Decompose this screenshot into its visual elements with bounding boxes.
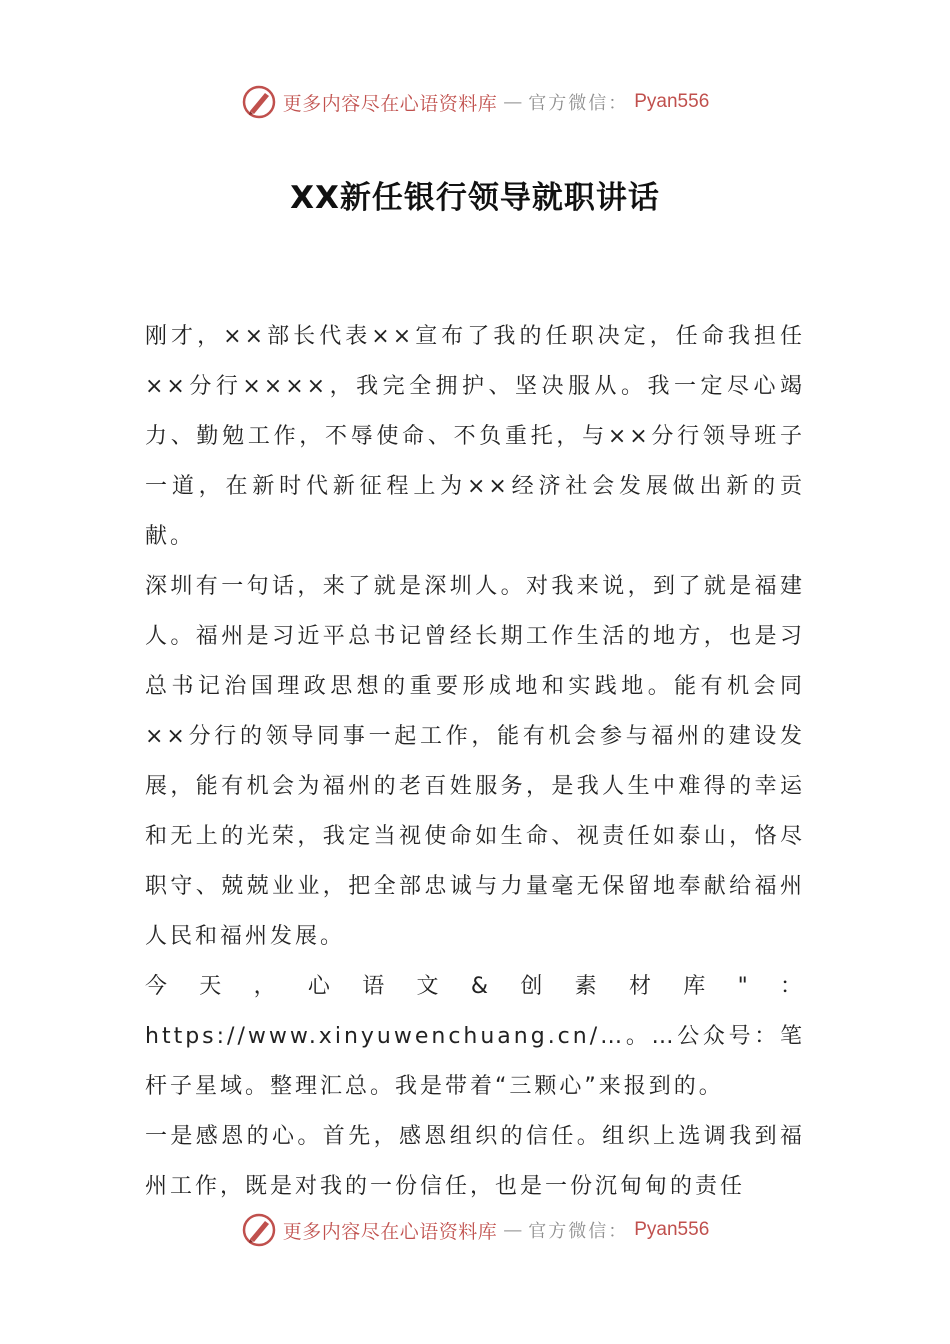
pen-circle-logo-icon — [241, 84, 277, 120]
banner-main-text: 更多内容尽在心语资料库 — [282, 92, 498, 115]
pen-circle-logo-icon — [241, 1212, 277, 1248]
banner-wechat-id: Pyan556 — [634, 1219, 710, 1240]
footer-banner — [0, 1210, 950, 1250]
banner-wechat-label: 官方微信： — [528, 93, 629, 114]
document-title: XX新任银行领导就职讲话 — [290, 180, 660, 216]
banner-wechat-id: Pyan556 — [634, 91, 710, 112]
banner-separator: — — [503, 91, 523, 113]
paragraph: 今天，心语文&创素材库"：https://www.xinyuwenchuang.cn/…。…公众号：笔杆子星域。整理汇总。我是带着“三颗心”来报到的。 — [145, 974, 805, 1099]
document-body — [145, 312, 805, 1212]
banner-separator: — — [503, 1219, 523, 1241]
banner-wechat-label: 官方微信： — [528, 1221, 629, 1242]
paragraph: 刚才，××部长代表××宣布了我的任职决定，任命我担任××分行××××，我完全拥护、坚决服从。我一定尽心竭力、勤勉工作，不辱使命、不负重托，与××分行领导班子一道，在新时代新征程上为××经济社会发展做出新的贡献。 — [145, 324, 805, 549]
header-banner — [0, 82, 950, 122]
paragraph: 深圳有一句话，来了就是深圳人。对我来说，到了就是福建人。福州是习近平总书记曾经长期工作生活的地方，也是习总书记治国理政思想的重要形成地和实践地。能有机会同××分行的领导同事一起工作，能有机会参与福州的建设发展，能有机会为福州的老百姓服务，是我人生中难得的幸运和无上的光荣，我定当视使命如生命、视责任如泰山，恪尽职守、兢兢业业，把全部忠诚与力量毫无保留地奉献给福州人民和福州发展。 — [145, 574, 805, 949]
paragraph: 一是感恩的心。首先，感恩组织的信任。组织上选调我到福州工作，既是对我的一份信任，也是一份沉甸甸的责任 — [145, 1124, 805, 1199]
banner-main-text: 更多内容尽在心语资料库 — [282, 1220, 498, 1243]
